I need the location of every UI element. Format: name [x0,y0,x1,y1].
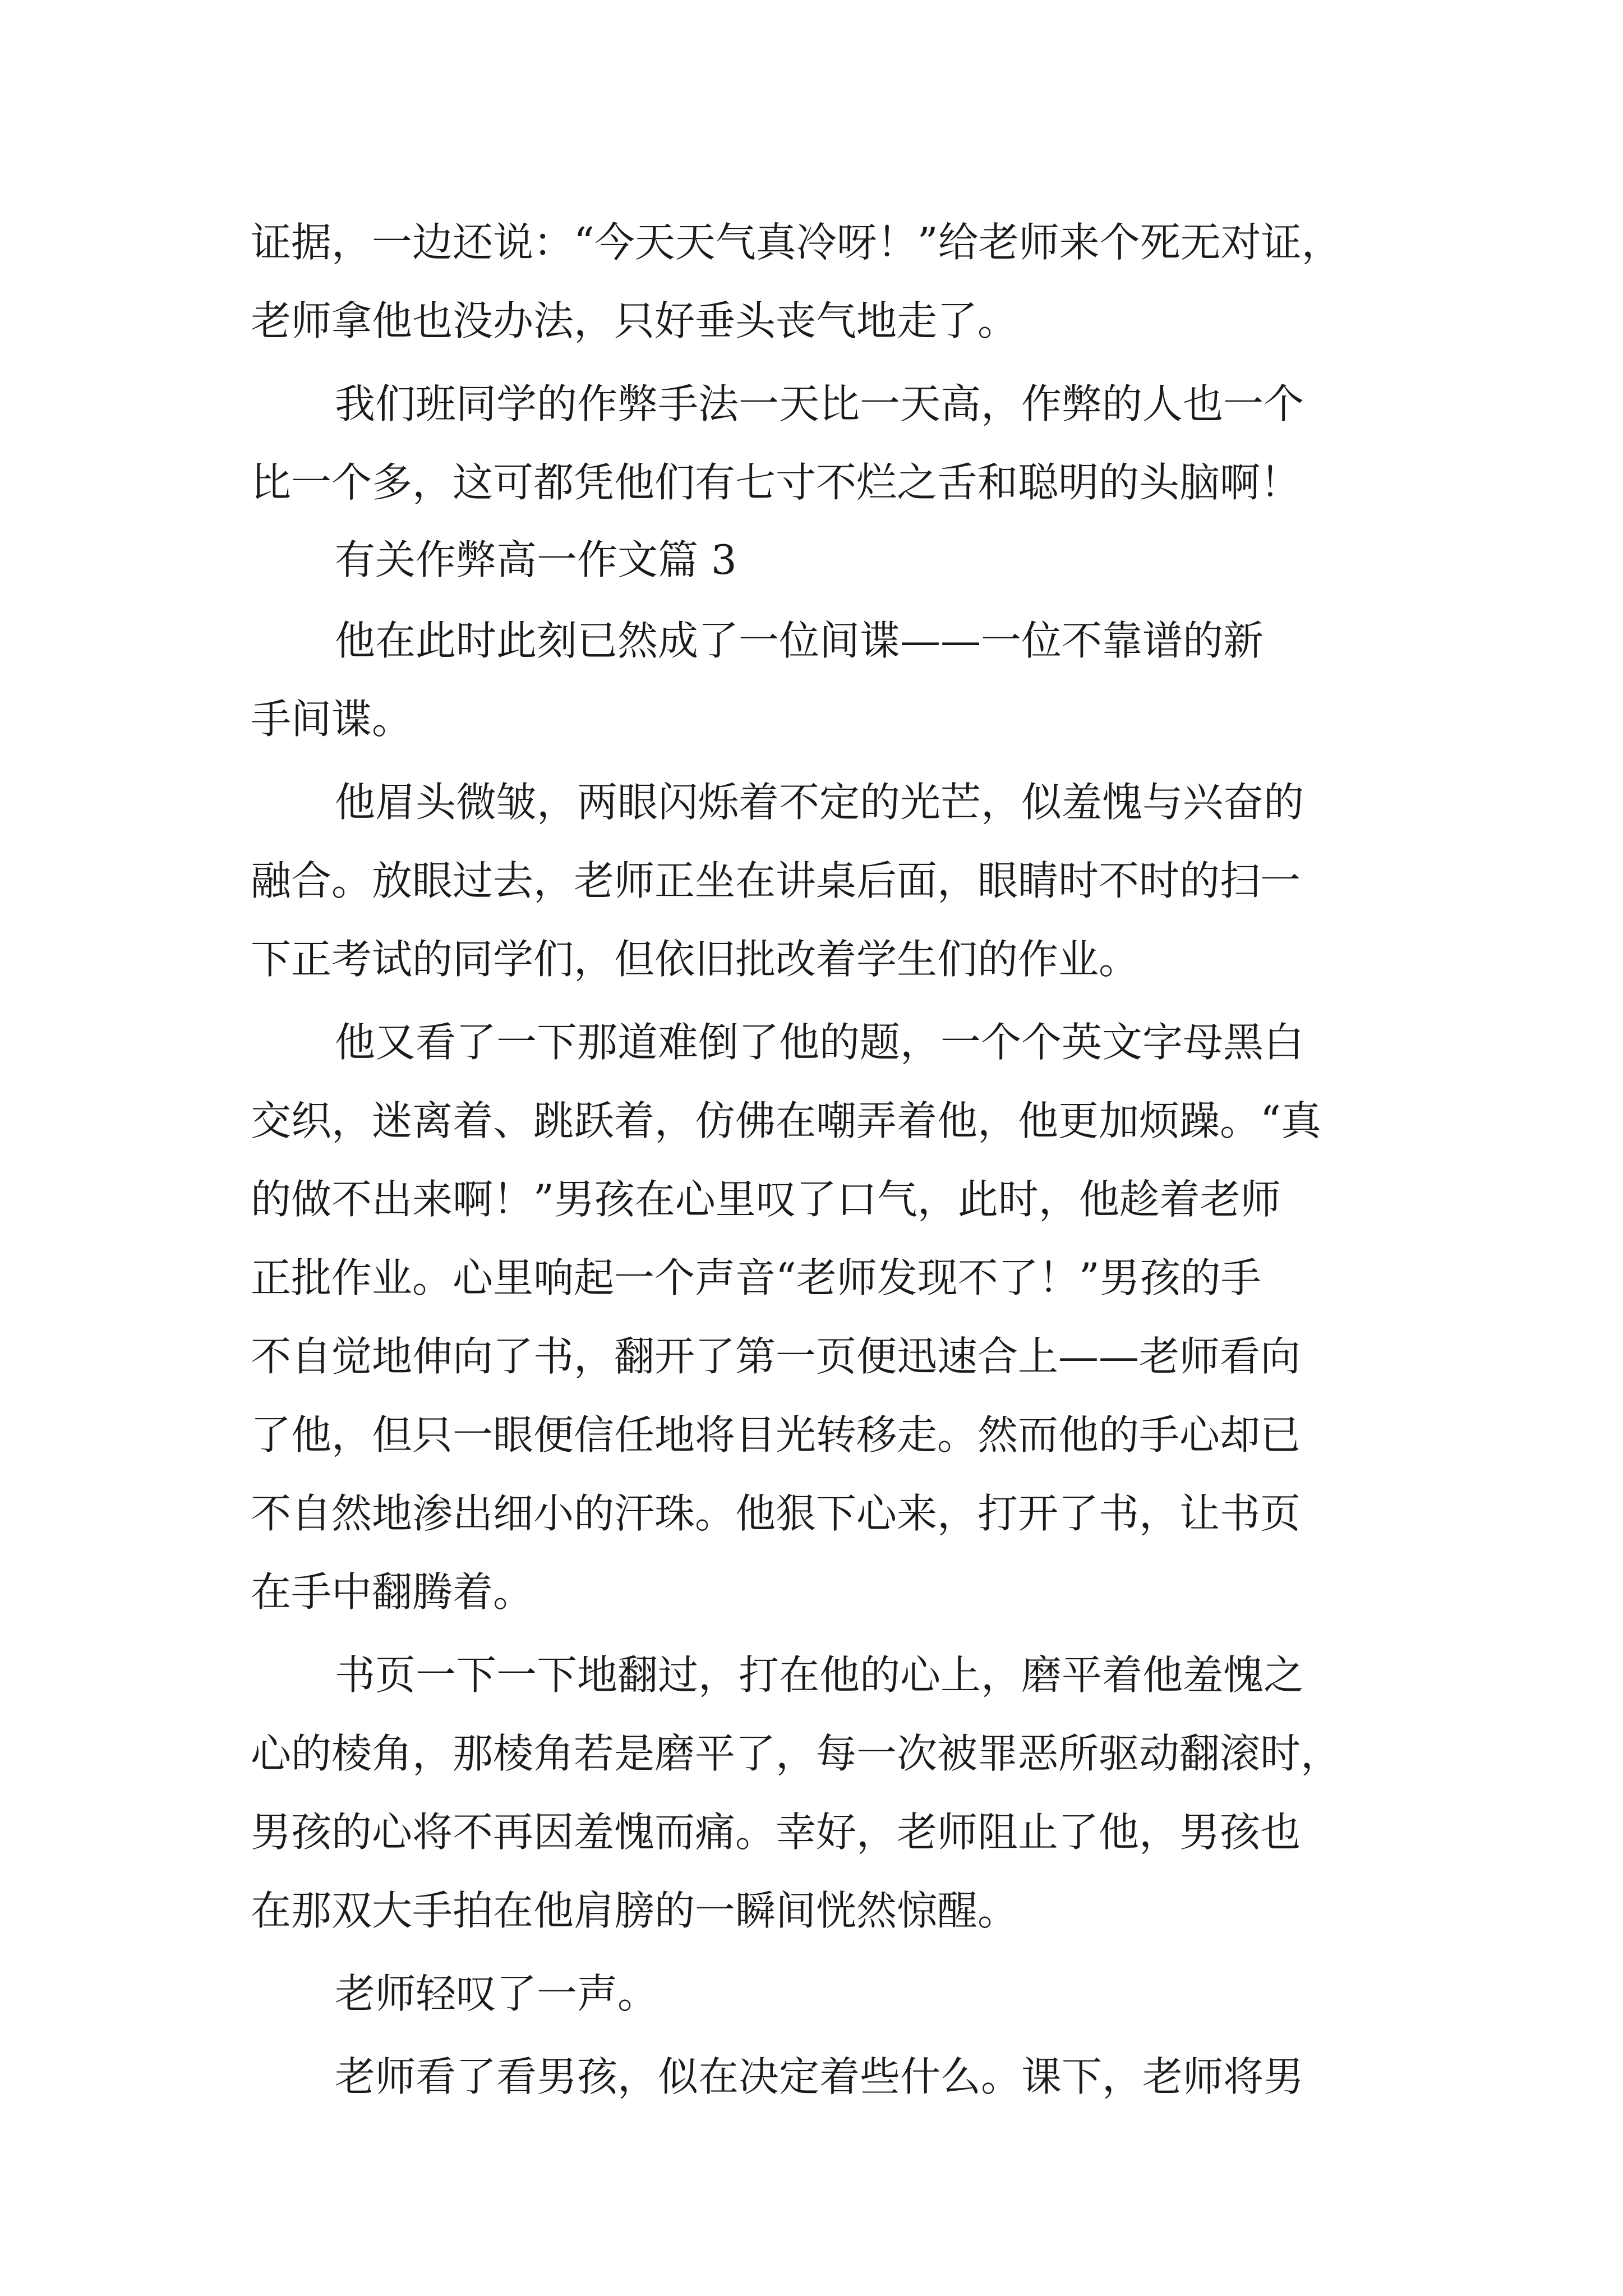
text-line: 正批作业。心里响起一个声音“老师发现不了！”男孩的手 [251,1254,1261,1301]
text-line: 男孩的心将不再因羞愧而痛。幸好，老师阻止了他，男孩也 [251,1809,1301,1856]
paragraph-start-line: 他眉头微皱，两眼闪烁着不定的光芒，似羞愧与兴奋的 [335,779,1304,826]
text-line: 手间谍。 [251,696,413,743]
text-line: 在那双大手拍在他肩膀的一瞬间恍然惊醒。 [251,1887,1018,1934]
text-line: 不自觉地伸向了书，翻开了第一页便迅速合上——老师看向 [251,1333,1301,1380]
text-line: 的做不出来啊！”男孩在心里叹了口气，此时，他趁着老师 [251,1176,1281,1223]
paragraph-start-line: 书页一下一下地翻过，打在他的心上，磨平着他羞愧之 [335,1651,1304,1699]
text-line: 下正考试的同学们，但依旧批改着学生们的作业。 [251,936,1140,983]
text-line: 不自然地渗出细小的汗珠。他狠下心来，打开了书，让书页 [251,1490,1301,1537]
text-line: 比一个多，这可都凭他们有七寸不烂之舌和聪明的头脑啊！ [251,459,1301,506]
paragraph-start-line: 他在此时此刻已然成了一位间谍——一位不靠谱的新 [335,617,1264,664]
paragraph-start-line: 老师轻叹了一声。 [335,1970,658,2017]
paragraph-start-line: 他又看了一下那道难倒了他的题，一个个英文字母黑白 [335,1019,1304,1066]
text-line: 了他，但只一眼便信任地将目光转移走。然而他的手心却已 [251,1411,1301,1458]
paragraph-start-line: 老师看了看男孩，似在决定着些什么。课下，老师将男 [335,2053,1304,2100]
text-line: 交织，迷离着、跳跃着，仿佛在嘲弄着他，他更加烦躁。“真 [251,1097,1321,1144]
section-heading: 有关作弊高一作文篇 3 [335,536,737,583]
text-line: 证据，一边还说：“今天天气真冷呀！”给老师来个死无对证， [251,219,1342,266]
text-line: 融合。放眼过去，老师正坐在讲桌后面，眼睛时不时的扫一 [251,857,1301,904]
text-line: 心的棱角，那棱角若是磨平了，每一次被罪恶所驱动翻滚时， [251,1730,1341,1777]
paragraph-start-line: 我们班同学的作弊手法一天比一天高，作弊的人也一个 [335,380,1304,427]
text-line: 在手中翻腾着。 [251,1568,534,1616]
text-line: 老师拿他也没办法，只好垂头丧气地走了。 [251,297,1018,344]
